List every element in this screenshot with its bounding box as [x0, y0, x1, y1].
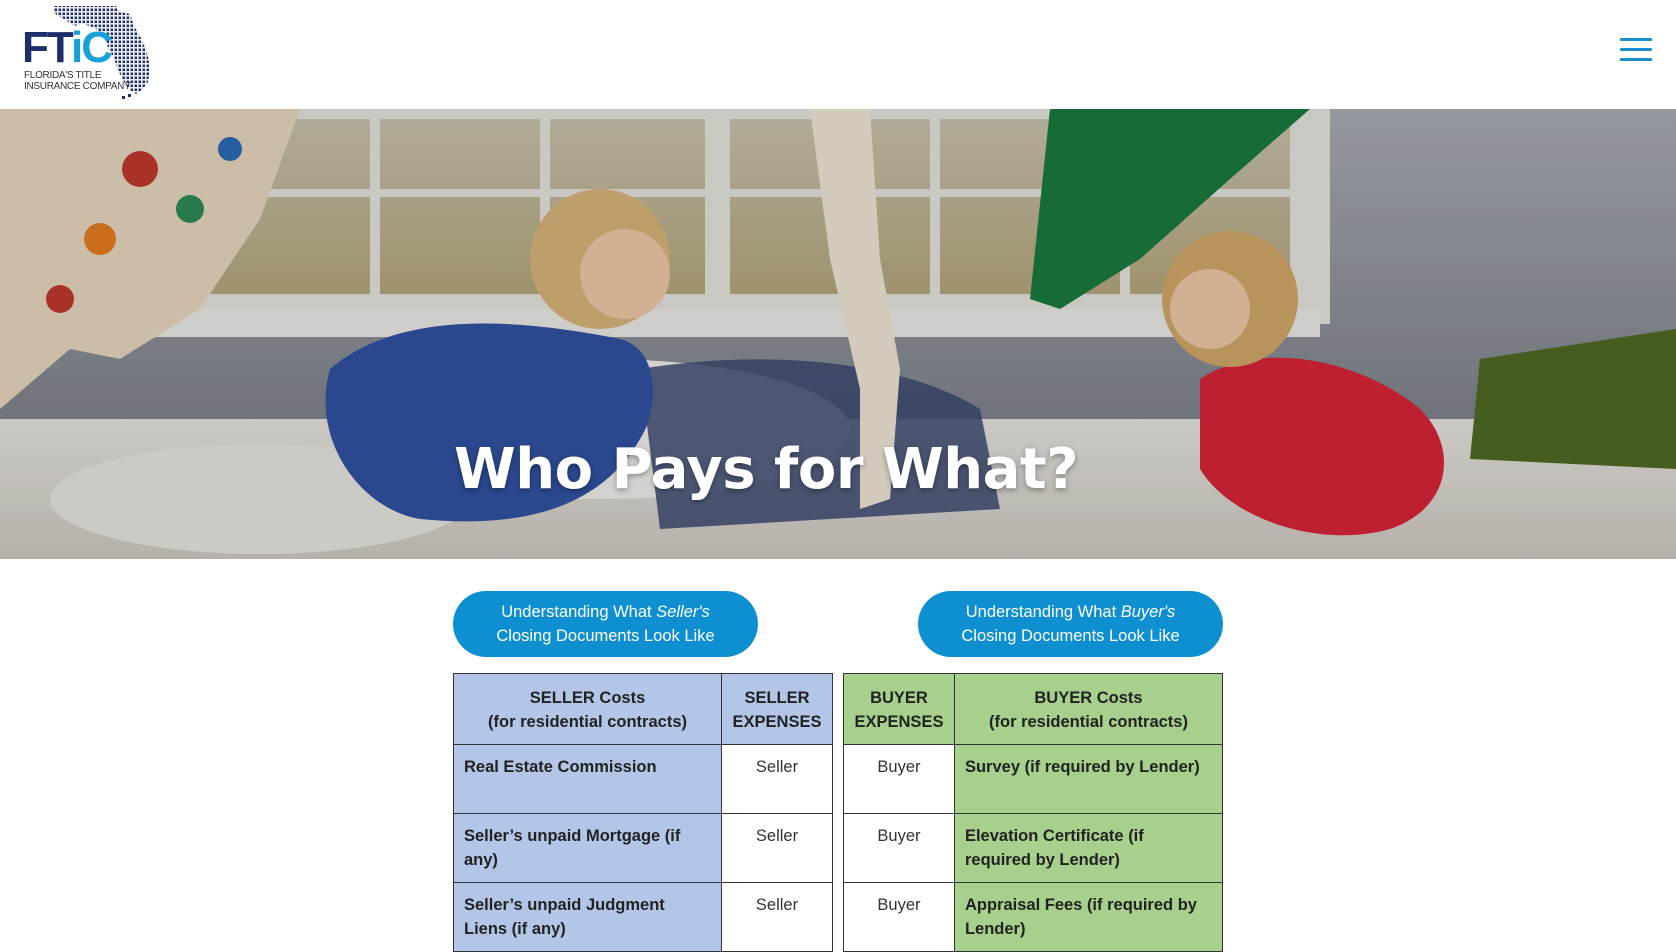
buyer-closing-docs-button[interactable]: Understanding What Buyer's Closing Documents Look Like: [918, 591, 1223, 657]
buyer-cost-item: Survey (if required by Lender): [954, 745, 1222, 814]
buyer-payer: Buyer: [844, 745, 955, 814]
table-row: [844, 883, 1223, 952]
seller-cost-item: Seller’s unpaid Mortgage (if any): [454, 814, 722, 883]
hero-banner: [0, 109, 1676, 559]
seller-payer: Seller: [722, 745, 833, 814]
table-header-row: [454, 674, 833, 745]
seller-expenses-header: SELLER EXPENSES: [722, 674, 833, 745]
ftic-logo[interactable]: [22, 4, 154, 102]
table-header-row: [844, 674, 1223, 745]
table-row: [454, 745, 833, 814]
seller-closing-docs-button[interactable]: Understanding What Seller's Closing Documents Look Like: [453, 591, 758, 657]
seller-costs-header: SELLER Costs (for residential contracts): [454, 674, 722, 745]
logo-wordmark: FTiC: [22, 23, 111, 72]
buyer-payer: Buyer: [844, 814, 955, 883]
seller-costs-table: [453, 673, 833, 952]
buyer-costs-table: [843, 673, 1223, 952]
seller-payer: Seller: [722, 814, 833, 883]
buyer-cost-item: Appraisal Fees (if required by Lender): [954, 883, 1222, 952]
seller-cost-item: Seller’s unpaid Judgment Liens (if any): [454, 883, 722, 952]
logo-subtitle: FLORIDA'S TITLE INSURANCE COMPANY: [24, 70, 131, 92]
table-row: [454, 883, 833, 952]
buyer-payer: Buyer: [844, 883, 955, 952]
page-title: Who Pays for What?: [454, 437, 1079, 502]
hamburger-menu-icon[interactable]: [1620, 38, 1652, 64]
table-row: [844, 814, 1223, 883]
table-row: [454, 814, 833, 883]
buyer-cost-item: Elevation Certificate (if required by Lender): [954, 814, 1222, 883]
seller-payer: Seller: [722, 883, 833, 952]
buyer-costs-header: BUYER Costs (for residential contracts): [954, 674, 1222, 745]
buyer-expenses-header: BUYER EXPENSES: [844, 674, 955, 745]
site-header: [0, 0, 1676, 109]
table-row: [844, 745, 1223, 814]
seller-cost-item: Real Estate Commission: [454, 745, 722, 814]
